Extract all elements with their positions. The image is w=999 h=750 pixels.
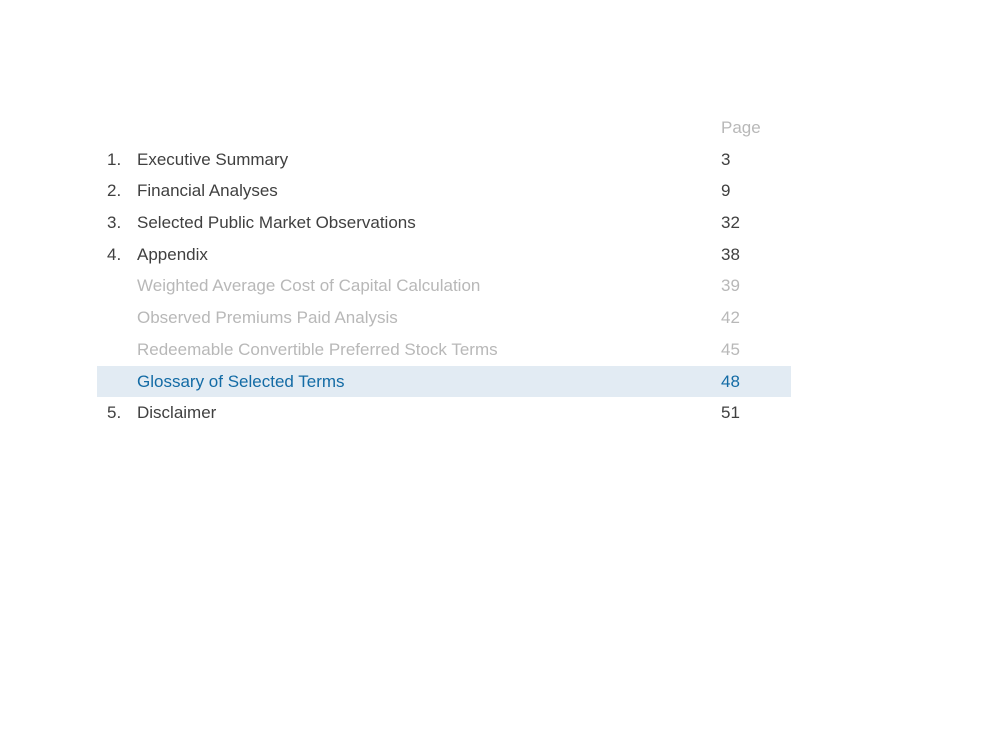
toc-subitem-title: Weighted Average Cost of Capital Calculation	[137, 276, 481, 296]
toc-subitem-glossary-active[interactable]	[97, 366, 791, 398]
toc-item-page: 32	[721, 213, 740, 233]
toc-item-financial-analyses[interactable]	[97, 175, 791, 207]
toc-item-selected-public-market-observations[interactable]	[97, 207, 791, 239]
page-column-label: Page	[721, 118, 761, 137]
toc-item-disclaimer[interactable]	[97, 397, 791, 429]
toc-item-title: Financial Analyses	[137, 181, 278, 201]
toc-subitem-page: 42	[721, 308, 740, 328]
toc-item-number: 3.	[107, 213, 122, 233]
toc-item-appendix[interactable]	[97, 239, 791, 271]
toc-item-number: 1.	[107, 149, 122, 169]
toc-item-number: 4.	[107, 244, 122, 264]
toc-item-title: Executive Summary	[137, 149, 289, 169]
toc-item-number: 5.	[107, 403, 122, 423]
toc-subitem-title: Observed Premiums Paid Analysis	[137, 308, 398, 328]
toc-item-page: 3	[721, 149, 731, 169]
table-of-contents	[97, 112, 791, 429]
toc-item-number: 2.	[107, 181, 122, 201]
toc-subitem-title: Redeemable Convertible Preferred Stock Terms	[137, 339, 498, 359]
toc-item-title: Disclaimer	[137, 403, 217, 423]
toc-subitem-page: 48	[721, 371, 740, 391]
toc-subitem-wacc-calculation[interactable]	[97, 270, 791, 302]
toc-item-title: Selected Public Market Observations	[137, 213, 416, 233]
toc-subitem-premiums-paid-analysis[interactable]	[97, 302, 791, 334]
toc-subitem-title: Glossary of Selected Terms	[137, 371, 345, 391]
toc-item-page: 38	[721, 244, 740, 264]
toc-subitem-page: 45	[721, 339, 740, 359]
toc-subitem-preferred-stock-terms[interactable]	[97, 334, 791, 366]
toc-item-page: 51	[721, 403, 740, 423]
page-column-header	[97, 112, 791, 144]
toc-item-title: Appendix	[137, 244, 208, 264]
toc-item-executive-summary[interactable]	[97, 144, 791, 176]
toc-item-page: 9	[721, 181, 731, 201]
toc-subitem-page: 39	[721, 276, 740, 296]
